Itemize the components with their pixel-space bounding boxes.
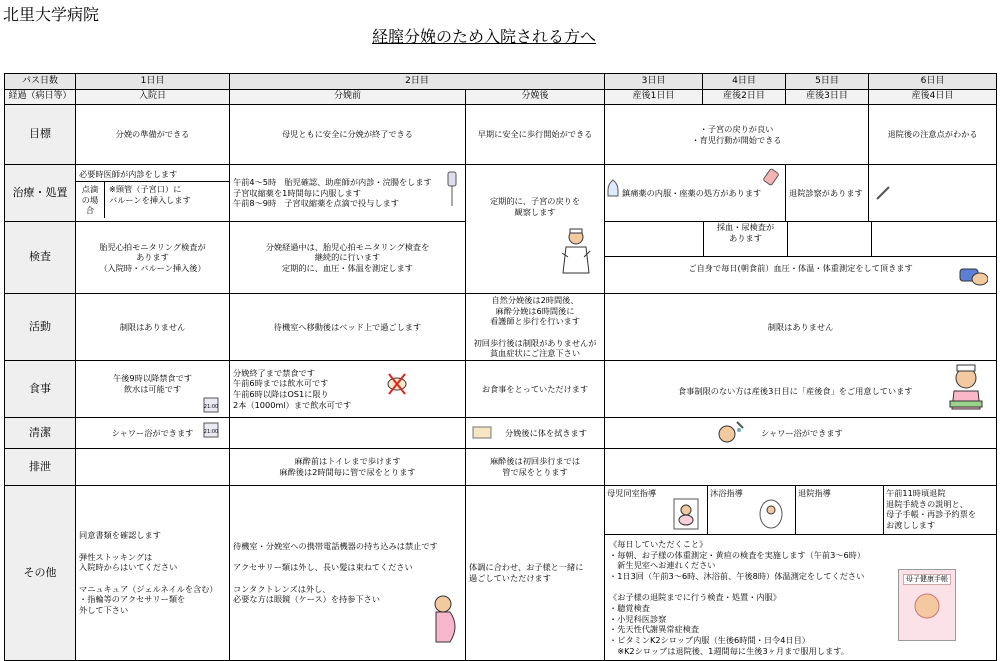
goal-before-delivery: 母児ともに安全に分娩が終了できる: [230, 105, 466, 165]
suppository-icon: [607, 179, 619, 197]
treatment-admission-exam: 必要時医師が内診をします: [76, 168, 229, 182]
other-before-delivery: [230, 486, 466, 661]
treatment-postpartum-day1-2: [605, 165, 786, 222]
treatment-drip-label: 点滴 の場合: [76, 182, 105, 218]
treatment-before-delivery: [230, 165, 466, 222]
maternal-handbook-image: [898, 569, 956, 641]
activity-postpartum: 制限はありません: [605, 294, 997, 361]
treatment-postpartum-day4: [869, 165, 997, 222]
clock-icon: [203, 397, 219, 413]
blood-pressure-icon: [958, 263, 988, 287]
goal-after-delivery: 早期に安全に歩行開始ができる: [466, 105, 605, 165]
page-title: 経膣分娩のため入院される方へ: [372, 27, 597, 46]
nurse-icon: [558, 227, 594, 279]
other-before-text: 待機室・分娩室への携帯電話機器の持ち込みは禁止です アクセサリー類は外し、長い髪は束ねてください コンタクトレンズは外し、 必要な方は眼鏡（ケース）を持参下さい: [233, 541, 438, 605]
postpartum-day4-header: 産後4日目: [869, 90, 997, 105]
row-label-meal: 食事: [5, 361, 76, 418]
hospital-name: 北里大学病院: [3, 5, 100, 24]
goal-postpartum-day4: 退院後の注意点がわかる: [869, 105, 997, 165]
excretion-before-delivery: 麻酔前はトイレまで歩けます 麻酔後は2時間毎に管で尿をとります: [230, 449, 466, 486]
meal-postpartum-text: 食事制限のない方は産後3日目に「産後食」をご用意しています: [678, 385, 913, 396]
discharge-info: 午前11時頃退院 退院手続きの説明と、 母子手帳・再診予約票を お渡しします: [886, 488, 977, 530]
other-admission: 同意書類を確認します 弾性ストッキングは 入院時からはいてください マニュキュア（ジェルネイルを含む） ・指輪等のアクセサリー類を 外して下さい: [76, 486, 230, 661]
postpartum-day1-header: 産後1日目: [605, 90, 703, 105]
day4-header: 4日目: [703, 74, 786, 90]
exam-postpartum: [605, 222, 997, 294]
goal-admission: 分娩の準備ができる: [76, 105, 230, 165]
clock-icon: [203, 422, 219, 438]
treatment-before-text: 午前4～5時 胎児確認、助産師が内診・浣腸をします 子宮収縮薬を1時間毎に内服します 午前8～9時 子宮収縮薬を点滴で投与します: [233, 177, 432, 209]
row-label-goal: 目標: [5, 105, 76, 165]
day6-header: 6日目: [869, 74, 997, 90]
hygiene-after-text: 分娩後に体を拭きます: [505, 427, 587, 438]
activity-before-delivery: 待機室へ移動後はベッド上で過ごします: [230, 294, 466, 361]
no-food-icon: [386, 371, 408, 397]
course-label: 経過（病日等）: [5, 90, 76, 105]
exam-before-delivery: 分娩経過中は、胎児心拍モニタリング検査を 継続的に行います 定期的に、血圧・体温を測定します: [230, 222, 466, 294]
excretion-admission: [76, 449, 230, 486]
postpartum-day2-header: 産後2日目: [703, 90, 786, 105]
meal-postpartum: [605, 361, 997, 418]
meal-admission-text: 午後9時以降禁食です 飲水は可能です: [113, 373, 192, 394]
hygiene-admission: [76, 418, 230, 449]
activity-admission: 制限はありません: [76, 294, 230, 361]
baby-daily-instructions: 《毎日していただくこと》 ・毎朝、お子様の体重測定・黄疸の検査を実施します（午前3～6時） 新生児室へお連れください ・1日3回（午前3～6時、沐浴前、午後8時）体温測定をしてください 《お子様の退院までに行う検査・処置・内服》 ・聴覚検査 ・小児科医診察 ・先天性代謝異常症検査 ・ビタミンK2シロップ内服（生後6時間・日令4日目） ※K2シロップは退院後、1週間毎に生後3ヶ月まで服用します。: [609, 539, 866, 656]
day1-header: 1日目: [76, 74, 230, 90]
other-postpartum-day2: [708, 486, 796, 534]
row-label-other: その他: [5, 486, 76, 661]
day3-header: 3日目: [605, 74, 703, 90]
shower-icon: [715, 420, 745, 444]
chef-nurse-icon: [946, 363, 986, 413]
treatment-exam-after-delivery: [466, 165, 605, 294]
treatment-admission: [76, 165, 230, 222]
discharge-guidance: 退院指導: [796, 486, 884, 534]
hygiene-after-delivery: [466, 418, 605, 449]
treatment-balloon-text: ※頸管（子宮口）に バルーンを挿入します: [109, 183, 191, 205]
activity-after-delivery: 自然分娩後は2時間後、 麻酔分娩は6時間後に 看護師と歩行を行います 初回歩行後は制限がありませんが 貧血症状にご注意下さい: [466, 294, 605, 361]
day2-header: 2日目: [230, 74, 605, 90]
clinical-path-table: [4, 73, 997, 661]
row-label-excretion: 排泄: [5, 449, 76, 486]
meal-admission: [76, 361, 230, 418]
bathing-guidance: 沐浴指導: [710, 488, 743, 498]
clock-label: 21:00: [203, 429, 219, 435]
treatment-medication-text: 鎮痛薬の内服・座薬の処方があります: [622, 187, 762, 198]
row-label-hygiene: 清潔: [5, 418, 76, 449]
other-postpartum: [605, 486, 997, 661]
hygiene-admission-text: シャワー浴ができます: [111, 427, 194, 438]
row-label-activity: 活動: [5, 294, 76, 361]
day5-header: 5日目: [786, 74, 869, 90]
excretion-postpartum: [605, 449, 997, 486]
medicine-icon: [763, 167, 781, 187]
tweezers-icon: [875, 185, 891, 201]
towel-icon: [472, 424, 492, 440]
postpartum-day3-header: 産後3日目: [786, 90, 869, 105]
meal-after-delivery: お食事をとっていただけます: [466, 361, 605, 418]
before-delivery-header: 分娩前: [230, 90, 466, 105]
rooming-in-guidance: 母児同室指導: [607, 488, 657, 498]
after-delivery-header: 分娩後: [466, 90, 605, 105]
treatment-after-text: 定期的に、子宮の戻りを 観察します: [489, 196, 581, 217]
hygiene-before-delivery: [230, 418, 466, 449]
other-postpartum-day1: [605, 486, 708, 534]
admission-day-header: 入院日: [76, 90, 230, 105]
excretion-after-delivery: 麻酔後は初回歩行までは 管で尿をとります: [466, 449, 605, 486]
clock-label: 21:00: [203, 404, 219, 410]
meal-before-delivery: [230, 361, 466, 418]
hygiene-postpartum: [605, 418, 997, 449]
row-label-treatment: 治療・処置: [5, 165, 76, 222]
handbook-label: 母子健康手帳: [903, 574, 951, 585]
hygiene-postpartum-text: シャワー浴ができます: [761, 427, 843, 438]
path-days-label: パス日数: [5, 74, 76, 90]
baby-bath-icon: [757, 496, 785, 530]
exam-admission: 胎児心拍モニタリング検査が あります （入院時・バルーン挿入後）: [76, 222, 230, 294]
meal-before-text: 分娩終了まで禁食です 午前6時までは飲水可です 午前6時以降はOS1に限り 2本（1000ml）まで飲水可です: [233, 367, 352, 410]
other-after-delivery: 体調に合わせ、お子様と一緒に 過ごしていただけます: [466, 486, 605, 661]
baby-icon: [912, 591, 942, 621]
other-postpartum-daily: [605, 535, 996, 660]
iv-drip-icon: [445, 171, 459, 207]
row-label-exam: 検査: [5, 222, 76, 294]
mother-baby-icon: [673, 498, 699, 530]
goal-postpartum: ・子宮の戻りが良い ・育児行動が開始できる: [605, 105, 869, 165]
exam-daily-vitals: ご自身で毎日(朝食前）血圧・体温・体重測定をして頂きます: [688, 263, 913, 273]
exam-postpartum-day2: 採血・尿検査が あります: [704, 222, 788, 256]
pregnant-woman-icon: [426, 594, 460, 646]
treatment-postpartum-day3: 退院診察があります: [786, 165, 869, 222]
